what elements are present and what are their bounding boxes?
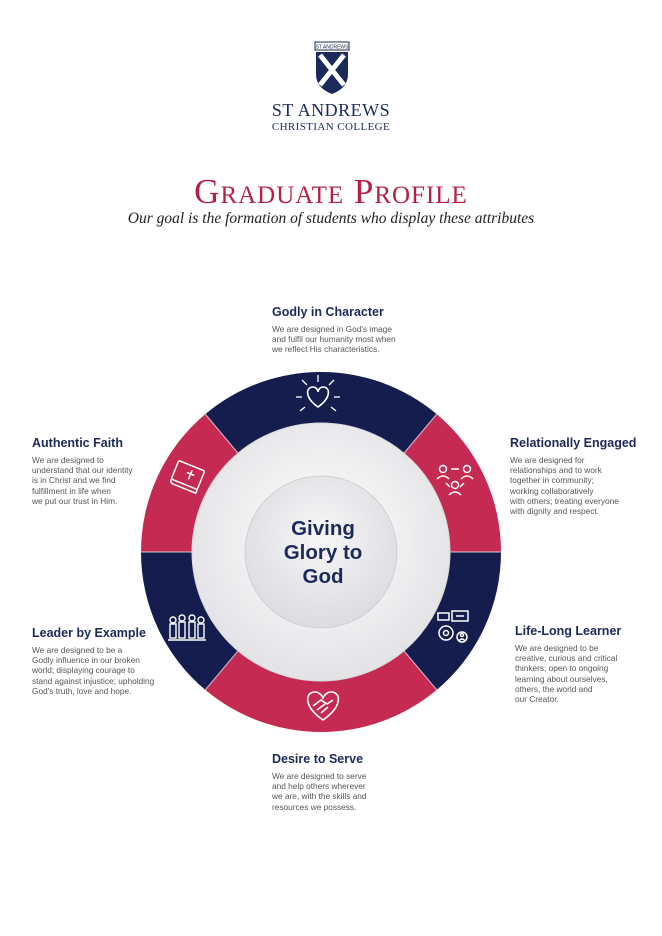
attribute-description: We are designed to be a Godly influence in our broken world; displaying courage to stand against injustice; upholding God's truth, love and hope.	[32, 645, 155, 696]
attribute-desire-to-serve	[272, 752, 367, 812]
attribute-description: We are designed for relationships and to work together in community; working collaboratively with others; treating everyone with dignity and respect.	[510, 455, 619, 517]
attribute-title: Authentic Faith	[32, 436, 123, 450]
page-subtitle: Our goal is the formation of students who display these attributes	[127, 210, 535, 227]
attribute-leader-by-example	[32, 626, 154, 696]
center-message: Giving Glory to God	[283, 517, 363, 588]
logo-name: ST ANDREWS	[271, 100, 391, 120]
crest-banner-text: ST ANDREWS	[315, 44, 349, 51]
attribute-description: We are designed to understand that our identity is in Christ and we find fulfillment in life when we put our trust in Him.	[32, 455, 133, 506]
page-title: Graduate Profile	[194, 172, 468, 211]
logo-subname: CHRISTIAN COLLEGE	[271, 121, 391, 133]
crest-logo	[312, 40, 352, 96]
attribute-title: Desire to Serve	[272, 752, 364, 766]
attribute-life-long-learner	[515, 624, 621, 704]
attribute-description: We are designed in God's image and fulfil our humanity most when we reflect His characteristics.	[272, 324, 396, 355]
attribute-relationally-engaged	[510, 436, 636, 516]
attribute-description: We are designed to be creative, curious and critical thinkers; open to ongoing learning about ourselves, others, the world and our Creator.	[515, 643, 618, 705]
attribute-title: Godly in Character	[272, 305, 384, 319]
attribute-title: Leader by Example	[32, 626, 146, 640]
attribute-godly-in-character	[272, 305, 396, 355]
attribute-title: Relationally Engaged	[510, 436, 637, 450]
attribute-title: Life-Long Learner	[515, 624, 622, 638]
attribute-authentic-faith	[32, 436, 133, 506]
attribute-description: We are designed to serve and help others wherever we are, with the skills and resources we possess.	[272, 771, 367, 812]
